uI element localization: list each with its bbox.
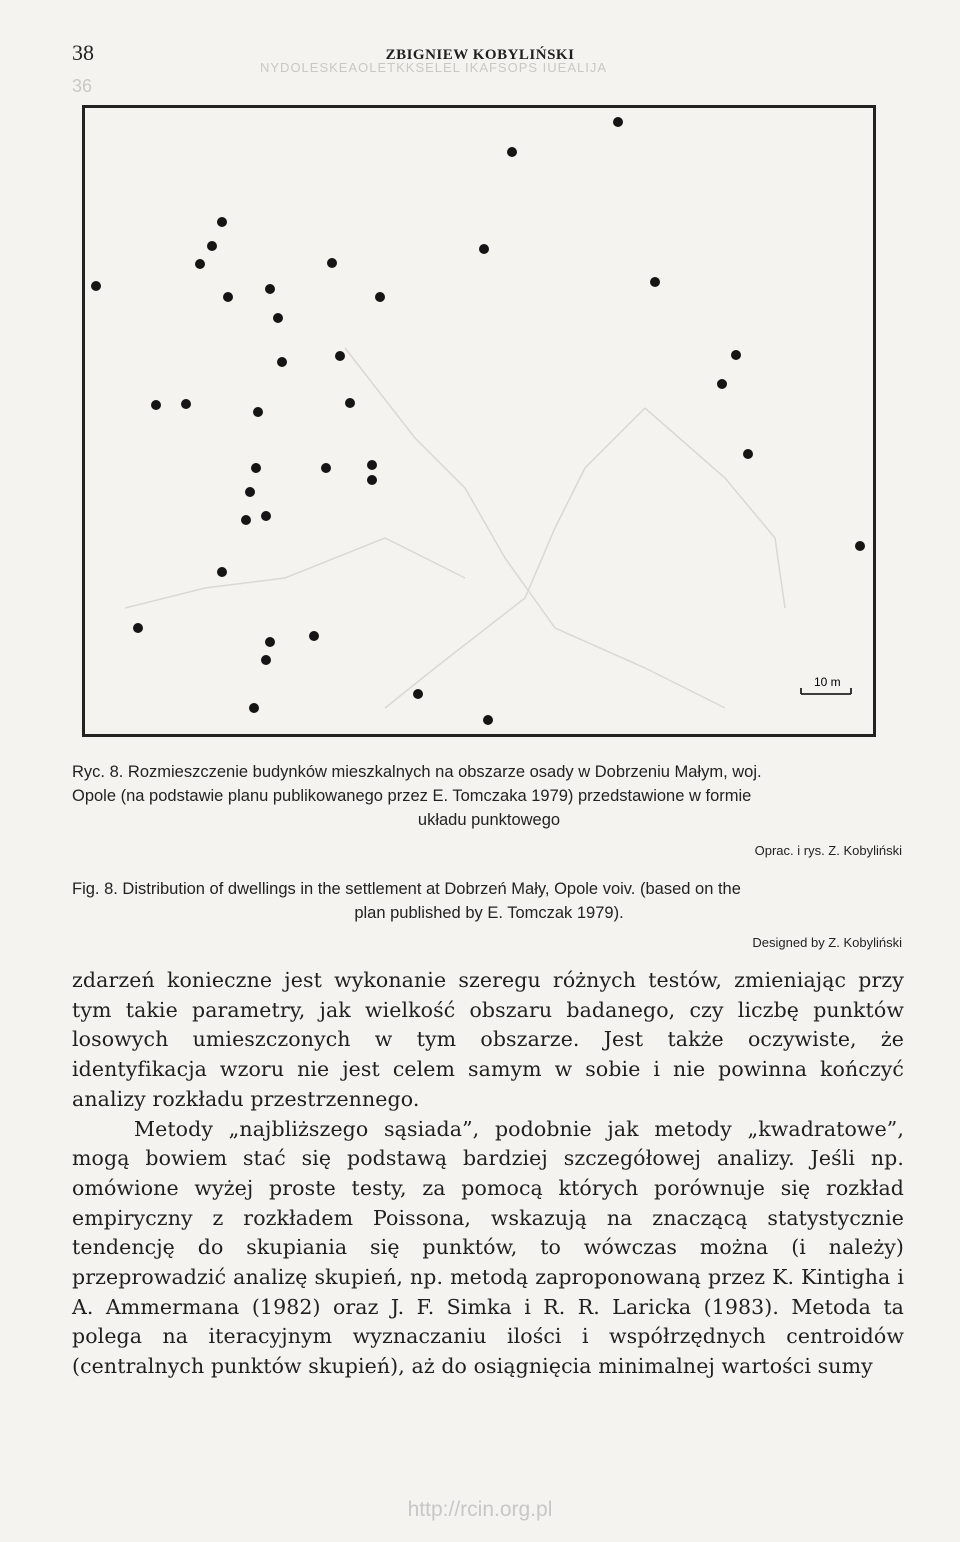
dwelling-point [133, 623, 143, 633]
bleed-through-page-number: 36 [72, 76, 93, 96]
dwelling-point [277, 357, 287, 367]
running-head: ZBIGNIEW KOBYLIŃSKI [385, 47, 575, 63]
paragraph-2: Metody „najbliższego sąsiada”, podobnie jak metody „kwadratowe”, mogą bowiem stać się podstawą bardziej szczegółowej analizy. Jeśli np. omówione wyżej proste testy, za pomocą których porównuje się rozkład empiryczny z rozkładem Poissona, wskazują na znaczącą statystycznie tendencję do skupiania się punktów, to wówczas można (i należy) przeprowadzić analizę skupień, np. metodą zaproponowaną przez K. Kintigha i A. Ammermana (1982) oraz J. F. Simka i R. R. Laricka (1983). Metoda ta polega na iteracyjnym wyznaczaniu ilości i współrzędnych centroidów (centralnych punktów skupień), aż do osiągnięcia minimalnej wartości sumy [72, 1116, 904, 1379]
caption-en-line-1: Fig. 8. Distribution of dwellings in the settlement at Dobrzeń Mały, Opole voiv. (based on the [72, 880, 741, 898]
dwelling-point [335, 351, 345, 361]
dwelling-point [613, 117, 623, 127]
dwelling-point [181, 399, 191, 409]
dwelling-point [195, 259, 205, 269]
dwelling-point [309, 631, 319, 641]
dwelling-point [253, 407, 263, 417]
dwelling-point [91, 281, 101, 291]
credit-english: Designed by Z. Kobyliński [752, 935, 902, 950]
credit-polish: Oprac. i rys. Z. Kobyliński [754, 843, 902, 858]
body-text [72, 966, 904, 1382]
dwelling-point [327, 258, 337, 268]
dwelling-point [483, 715, 493, 725]
caption-pl-line-3: układu punktowego [417, 811, 561, 829]
dwelling-point [217, 567, 227, 577]
paragraph-1: zdarzeń konieczne jest wykonanie szeregu różnych testów, zmieniając przy tym takie parametry, jak wielkość obszaru badanego, czy liczbę punktów losowych umieszczonych w tym obszarze. Jest także oczywiste, że identyfikacja wzoru nie jest celem samym w sobie i nie powinna kończyć analizy rozkładu przestrzennego. [72, 968, 904, 1111]
dwelling-point [245, 487, 255, 497]
dwelling-point [479, 244, 489, 254]
dwelling-point [321, 463, 331, 473]
point-distribution-figure [82, 105, 876, 737]
caption-pl-line-1: Ryc. 8. Rozmieszczenie budynków mieszkalnych na obszarze osady w Dobrzeniu Małym, woj. [72, 763, 762, 781]
dwelling-point [207, 241, 217, 251]
scale-bar [801, 675, 851, 694]
dwelling-point [507, 147, 517, 157]
dwelling-point [743, 449, 753, 459]
caption-english [72, 877, 906, 925]
dwelling-point [345, 398, 355, 408]
dwelling-point [855, 541, 865, 551]
figure-canvas [85, 108, 873, 734]
dwelling-point [261, 655, 271, 665]
dwelling-point [241, 515, 251, 525]
dwelling-point [375, 292, 385, 302]
dwelling-point [251, 463, 261, 473]
page-number: 38 [72, 40, 94, 65]
dwelling-point [151, 400, 161, 410]
dwelling-point [249, 703, 259, 713]
dwelling-point [261, 511, 271, 521]
dwelling-point [265, 637, 275, 647]
dwelling-point [273, 313, 283, 323]
dwelling-point [367, 460, 377, 470]
dwelling-point [265, 284, 275, 294]
dwelling-point [217, 217, 227, 227]
dwelling-point [413, 689, 423, 699]
caption-pl-line-2: Opole (na podstawie planu publikowanego przez E. Tomczaka 1979) przedstawione w formie [72, 787, 752, 805]
scale-label: 10 m [814, 675, 841, 689]
source-url: http://rcin.org.pl [407, 1498, 553, 1521]
caption-en-line-2: plan published by E. Tomczak 1979). [354, 904, 624, 922]
dwelling-point [367, 475, 377, 485]
dwelling-point [650, 277, 660, 287]
dwelling-point [717, 379, 727, 389]
dwelling-point [731, 350, 741, 360]
caption-polish [72, 760, 906, 832]
bleed-through-lines [125, 348, 785, 708]
bleed-through-running-head: NYDOLESKEAOLETKKSELEL IKAFSOPS IUEALIJA [260, 60, 608, 75]
dwelling-point [223, 292, 233, 302]
